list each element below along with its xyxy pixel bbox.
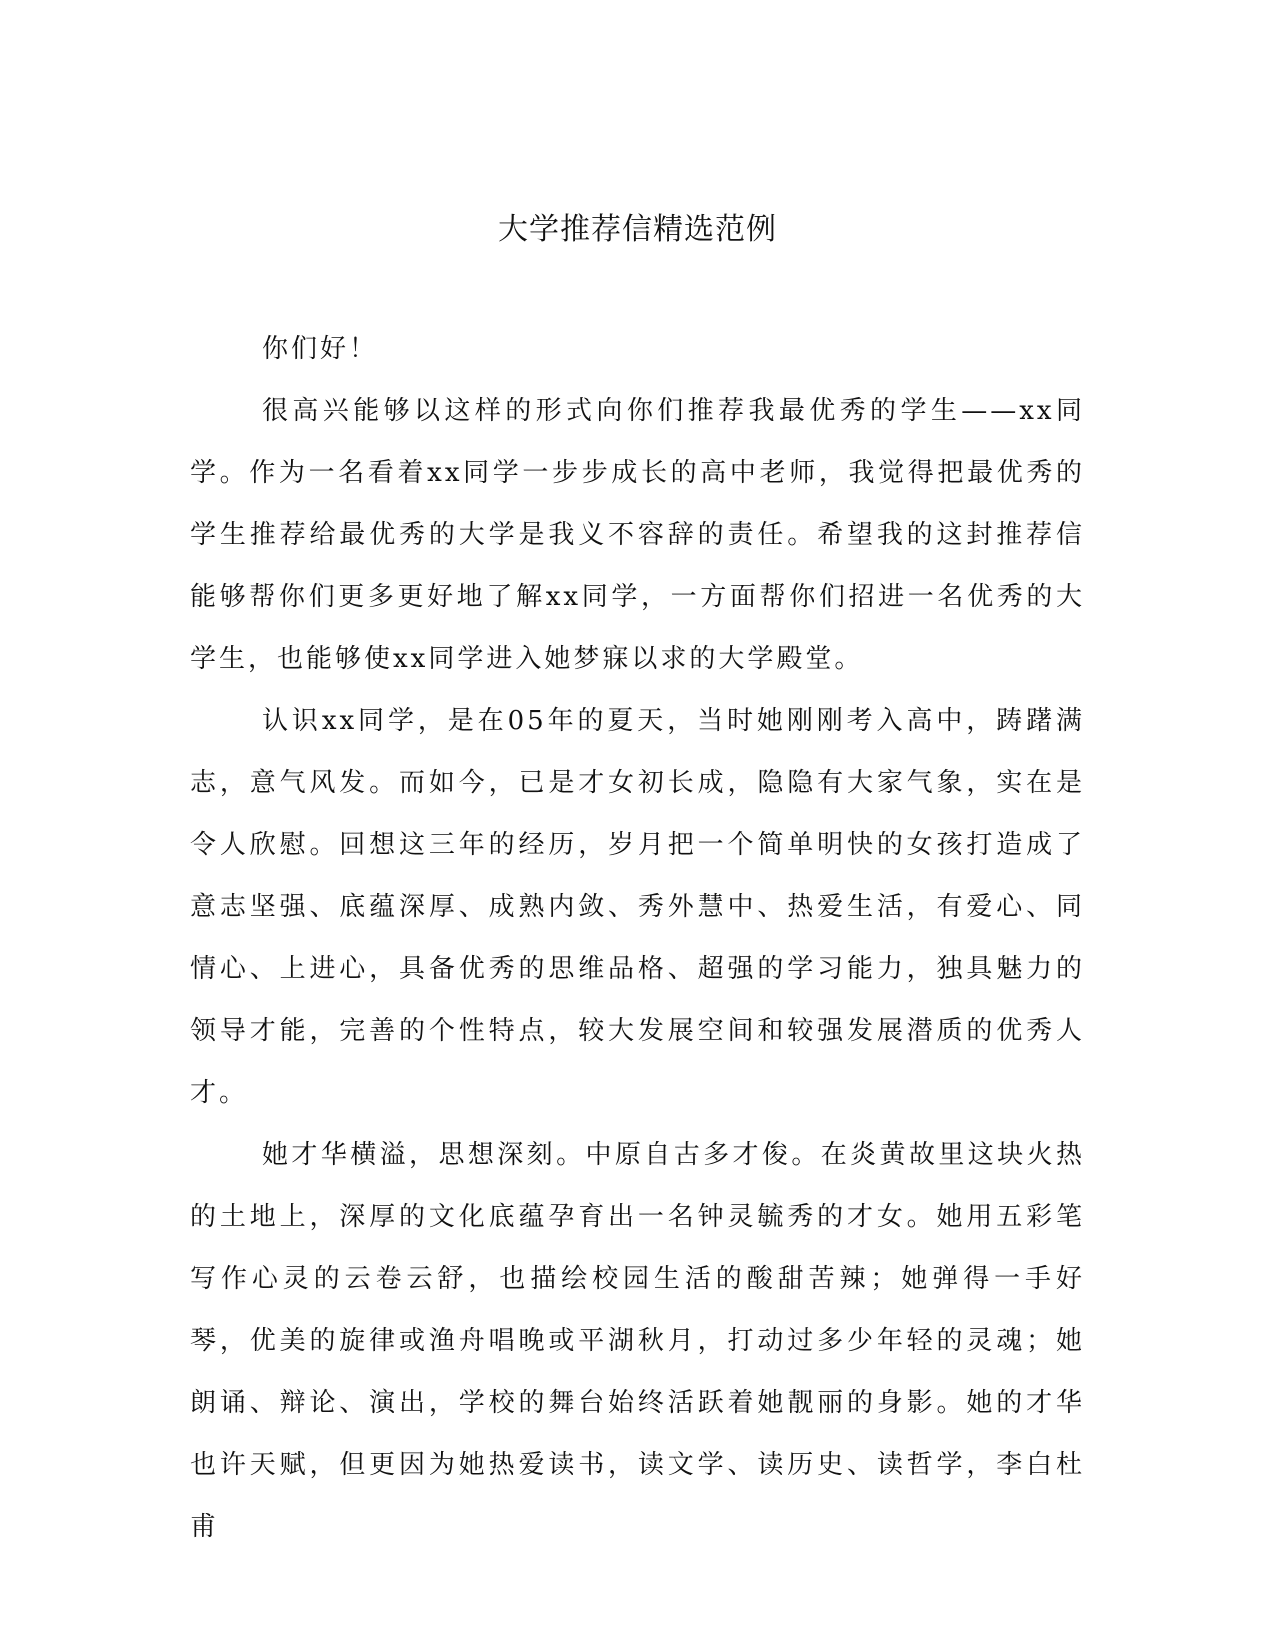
paragraph-intro: 很高兴能够以这样的形式向你们推荐我最优秀的学生——xx同学。作为一名看着xx同学一步步成长的高中老师，我觉得把最优秀的学生推荐给最优秀的大学是我义不容辞的责任。希望我的这封推荐信能够帮你们更多更好地了解xx同学，一方面帮你们招进一名优秀的大学生，也能够使xx同学进入她梦寐以求的大学殿堂。 xyxy=(190,396,1085,674)
paragraph-talent: 她才华横溢，思想深刻。中原自古多才俊。在炎黄故里这块火热的土地上，深厚的文化底蕴孕育出一名钟灵毓秀的才女。她用五彩笔写作心灵的云卷云舒，也描绘校园生活的酸甜苦辣；她弹得一手好琴，优美的旋律或渔舟唱晚或平湖秋月，打动过多少年轻的灵魂；她朗诵、辩论、演出，学校的舞台始终活跃着她靓丽的身影。她的才华也许天赋，但更因为她热爱读书，读文学、读历史、读哲学，李白杜甫 xyxy=(190,1140,1085,1542)
document-title: 大学推荐信精选范例 xyxy=(498,212,777,247)
letter-body xyxy=(190,318,1085,1558)
greeting: 你们好！ xyxy=(262,334,379,364)
paragraph-acquaintance: 认识xx同学，是在05年的夏天，当时她刚刚考入高中，踌躇满志，意气风发。而如今，已是才女初长成，隐隐有大家气象，实在是令人欣慰。回想这三年的经历，岁月把一个简单明快的女孩打造成了意志坚强、底蕴深厚、成熟内敛、秀外慧中、热爱生活，有爱心、同情心、上进心，具备优秀的思维品格、超强的学习能力，独具魅力的领导才能，完善的个性特点，较大发展空间和较强发展潜质的优秀人才。 xyxy=(190,706,1085,1108)
